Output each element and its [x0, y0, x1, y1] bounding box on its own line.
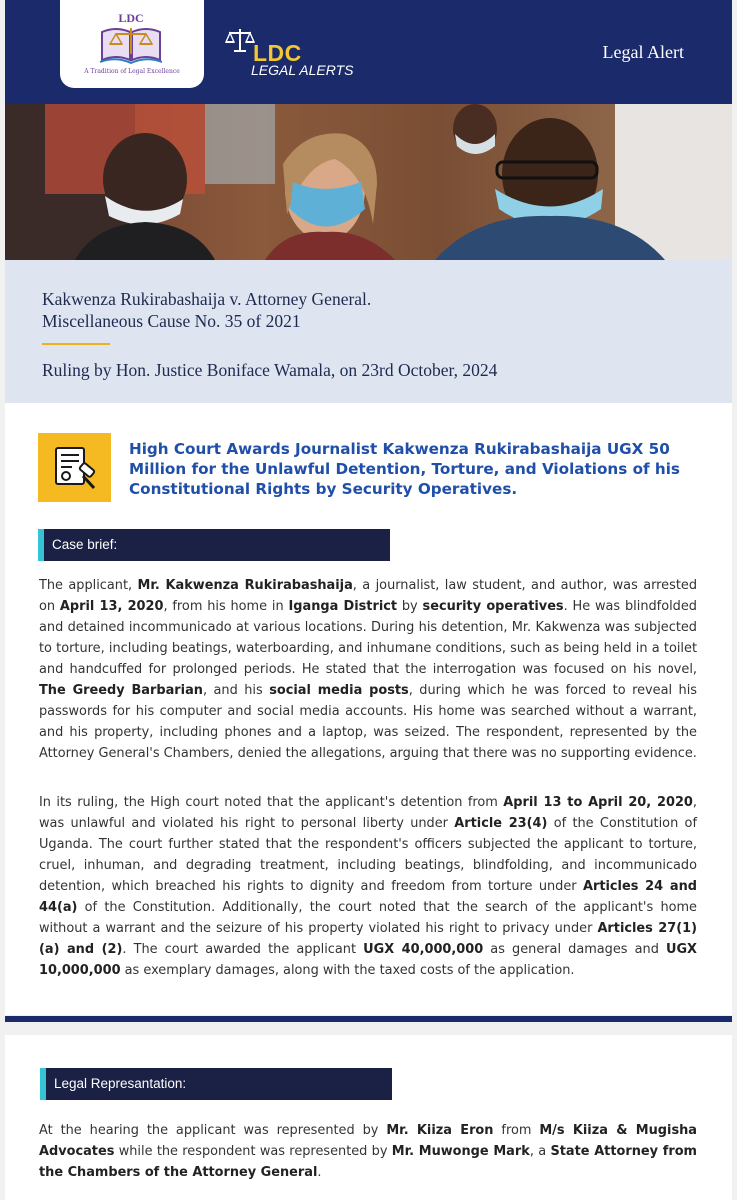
ruling-line: Ruling by Hon. Justice Boniface Wamala, on 23rd October, 2024 — [42, 360, 498, 380]
headline-line3: Constitutional Rights by Security Operatives. — [129, 480, 518, 498]
text-run: , from his home in — [163, 599, 289, 614]
ldc-logo-card — [60, 0, 204, 88]
case-brief-heading: Case brief: — [38, 529, 390, 561]
case-info-panel — [5, 260, 732, 403]
text-run: . The court awarded the applicant — [122, 942, 364, 957]
logo-text: LDC — [118, 11, 144, 25]
text-run: At the hearing the applicant was represented by — [39, 1123, 387, 1138]
text-run: by — [397, 599, 423, 614]
case-brief-paragraph-2 — [39, 792, 697, 981]
text-run: , a journalist, law student, and author, was arrested on — [39, 578, 698, 614]
bold-text-run: UGX 40,000,000 — [363, 942, 484, 957]
document-gavel-icon — [50, 444, 100, 492]
scales-of-justice-icon — [225, 26, 255, 54]
text-run: as exemplary damages, along with the taxed costs of the application. — [120, 963, 575, 978]
text-run: , was unlawful and violated his right to personal liberty under — [39, 795, 697, 831]
text-run: The applicant, — [39, 578, 138, 593]
section-divider — [5, 1016, 732, 1022]
bold-text-run: State Attorney from the Chambers of the Attorney General — [39, 1144, 697, 1180]
case-brief-paragraph-1 — [39, 575, 697, 764]
bold-text-run: Iganga District — [288, 599, 398, 614]
legal-representation-heading: Legal Represantation: — [40, 1068, 392, 1100]
text-run: In its ruling, the High court noted that the applicant's detention from — [39, 795, 504, 810]
text-run: of the Constitution of Uganda. The court further stated that the respondent's officers subjected the applicant to torture, cruel, inhuman, and degrading treatment, including beatings, blindfolding, and incommunicado detention, which breached his rights to dignity and freedom from torture under — [39, 816, 697, 894]
text-run: as general damages and — [483, 942, 666, 957]
case-title-line1: Kakwenza Rukirabashaija v. Attorney General. — [42, 289, 372, 309]
headline — [129, 439, 719, 499]
text-run: , during which he was forced to reveal his passwords for his computer and social media accounts. His home was searched without a warrant, and his property, including phones and a laptop, was seized. The respondent, represented by the Attorney General's Chambers, denied the allegations, arguing that there was no supporting evidence. — [39, 683, 698, 761]
legal-representation-paragraph — [39, 1120, 697, 1183]
courtroom-photo — [5, 104, 732, 260]
bold-text-run: The Greedy Barbarian — [39, 683, 203, 698]
text-run: of the Constitution. Additionally, the court noted that the search of the applicant's home without a warrant and the seizure of his property violated his right to privacy under — [39, 900, 697, 936]
logo-tagline: A Tradition of Legal Excellence — [84, 68, 180, 75]
bold-text-run: Mr. Kakwenza Rukirabashaija — [137, 578, 353, 593]
case-title-line2: Miscellaneous Cause No. 35 of 2021 — [42, 311, 301, 331]
legal-representation-card — [5, 1035, 732, 1200]
bold-text-run: M/s Kiiza & Mugisha Advocates — [39, 1123, 697, 1159]
ldc-logo-book-scales-icon — [96, 10, 166, 68]
bold-text-run: UGX 10,000,000 — [39, 942, 697, 978]
text-run: , and his — [202, 683, 270, 698]
bold-text-run: Mr. Kiiza Eron — [386, 1123, 494, 1138]
bold-text-run: April 13 to April 20, 2020 — [503, 795, 693, 810]
header-banner — [5, 0, 732, 104]
bold-text-run: Mr. Muwonge Mark — [391, 1144, 530, 1159]
case-title — [42, 288, 371, 332]
brand-legal-alerts: LEGAL ALERTS — [251, 62, 354, 78]
text-run: while the respondent was represented by — [114, 1144, 392, 1159]
ldc-legal-alerts-brand — [225, 22, 395, 82]
headline-icon-box — [38, 433, 111, 502]
text-run: from — [493, 1123, 540, 1138]
text-run: . — [317, 1165, 322, 1180]
gold-divider — [42, 343, 110, 345]
text-run: . He was blindfolded and detained incommunicado at various locations. During his detention, Mr. Kakwenza was subjected to torture, including beatings, waterboarding, and inhumane conditions, such as being held in a toilet and handcuffed for prolonged periods. He stated that the interrogation was focused on his novel, — [39, 599, 697, 677]
bold-text-run: Articles 27(1)(a) and (2) — [39, 921, 697, 957]
legal-alert-label: Legal Alert — [602, 42, 684, 62]
bold-text-run: Articles 24 and 44(a) — [39, 879, 697, 915]
headline-line2: Million for the Unlawful Detention, Torture, and Violations of his — [129, 460, 680, 478]
bold-text-run: April 13, 2020 — [59, 599, 164, 614]
bold-text-run: Article 23(4) — [454, 816, 548, 831]
bold-text-run: security operatives — [422, 599, 564, 614]
text-run: , a — [529, 1144, 551, 1159]
bold-text-run: social media posts — [269, 683, 409, 698]
brand-ldc: LDC — [253, 40, 302, 66]
headline-line1: High Court Awards Journalist Kakwenza Rukirabashaija UGX 50 — [129, 440, 670, 458]
main-content-card — [5, 403, 732, 1015]
